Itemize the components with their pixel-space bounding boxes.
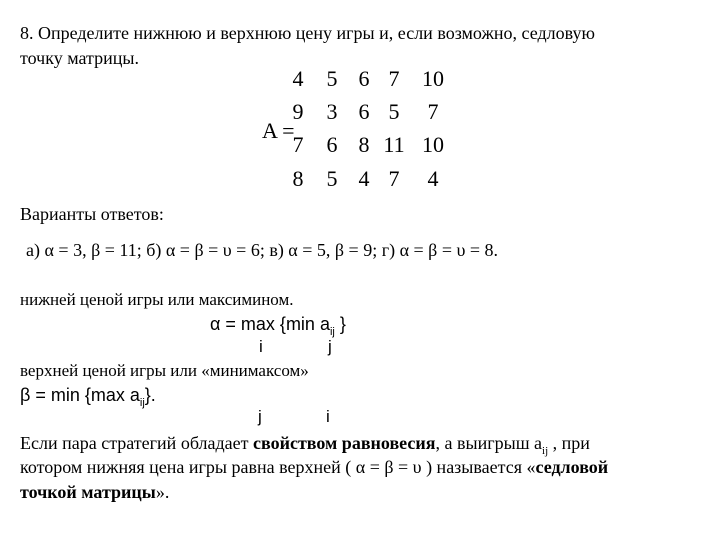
matrix-cell: 10	[422, 132, 444, 157]
matrix-cell: 7	[388, 166, 400, 191]
saddle-text-e: ».	[155, 482, 170, 502]
saddle-text-c: , при	[548, 433, 590, 453]
lower-value-text: нижней ценой игры или максимином.	[20, 290, 294, 309]
matrix-cell: 6	[326, 132, 338, 157]
matrix-cell: 9	[292, 99, 304, 124]
matrix-cell: 4	[427, 166, 439, 191]
matrix-cell: 4	[358, 166, 370, 191]
saddle-subscript: ij	[542, 445, 549, 457]
matrix-cell: 10	[422, 66, 444, 91]
lower-formula-subscript: ij	[329, 326, 335, 338]
upper-formula-main: β = min {max a	[20, 385, 140, 405]
matrix-cell: 8	[358, 132, 370, 157]
saddle-line-1	[20, 432, 590, 457]
upper-index-i: i	[326, 407, 330, 426]
saddle-text-a: Если пара стратегий обладает	[20, 433, 253, 453]
matrix-cell: 6	[358, 99, 370, 124]
saddle-line-2	[20, 456, 608, 478]
matrix-grid	[288, 66, 468, 196]
saddle-line-3	[20, 481, 169, 503]
matrix-cell: 7	[427, 99, 439, 124]
saddle-bold-term-1: седловой	[535, 457, 609, 477]
matrix-cell: 6	[358, 66, 370, 91]
saddle-bold-equilibrium: свойством равновесия	[253, 433, 436, 453]
matrix-cell: 7	[388, 66, 400, 91]
lower-formula-end: }	[334, 314, 346, 334]
answers-heading: Варианты ответов:	[20, 204, 164, 224]
matrix-label: A =	[262, 118, 295, 143]
upper-value-formula	[20, 384, 156, 409]
matrix-cell: 3	[326, 99, 338, 124]
problem-line-1: 8. Определите нижнюю и верхнюю цену игры и, если возможно, седловую	[20, 23, 595, 43]
saddle-text-b: , а выигрыш a	[435, 433, 543, 453]
lower-value-formula	[210, 313, 346, 338]
lower-index-j: j	[328, 337, 332, 356]
matrix-cell: 5	[326, 166, 338, 191]
problem-line-2: точку матрицы.	[20, 48, 139, 68]
matrix-cell: 7	[292, 132, 304, 157]
lower-formula-main: α = max {min a	[210, 314, 330, 334]
matrix-cell: 4	[292, 66, 304, 91]
saddle-bold-term-2: точкой матрицы	[20, 482, 156, 502]
upper-index-j: j	[258, 407, 262, 426]
matrix-cell: 11	[383, 132, 405, 157]
saddle-text-d: котором нижняя цена игры равна верхней ( α = β = υ ) называется «	[20, 457, 536, 477]
upper-value-text: верхней ценой игры или «минимаксом»	[20, 361, 309, 380]
upper-formula-subscript: ij	[139, 397, 145, 409]
matrix-cell: 8	[292, 166, 304, 191]
matrix-cell: 5	[326, 66, 338, 91]
lower-index-i: i	[259, 337, 263, 356]
matrix-cell: 5	[388, 99, 400, 124]
answer-options: а) α = 3, β = 11; б) α = β = υ = 6; в) α = 5, β = 9; г) α = β = υ = 8.	[26, 240, 499, 260]
upper-formula-end: }.	[144, 385, 156, 405]
